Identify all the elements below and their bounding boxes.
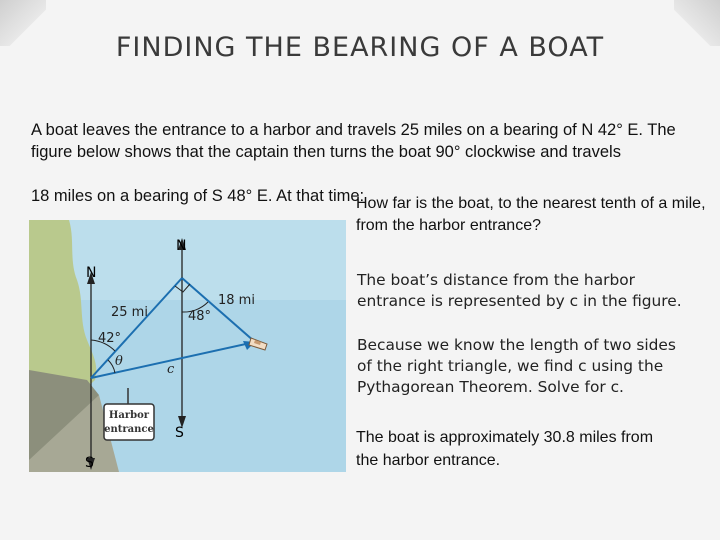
problem-overlap-line: 18 miles on a bearing of S 48° E. At that time:: [31, 187, 365, 205]
question-text: How far is the boat, to the nearest tenth of a mile, from the harbor entrance?: [356, 195, 706, 234]
label-42deg: 42°: [98, 331, 122, 346]
label-n-left: N: [86, 265, 97, 281]
label-25mi: 25 mi: [111, 305, 148, 320]
label-s-left: S: [85, 455, 94, 471]
label-s-right: S: [175, 425, 184, 441]
label-theta: θ: [115, 354, 123, 369]
label-18mi: 18 mi: [218, 293, 255, 308]
label-n-right: N: [176, 238, 187, 254]
label-48deg: 48°: [188, 309, 212, 324]
problem-statement: A boat leaves the entrance to a harbor and travels 25 miles on a bearing of N 42° E. The figure below shows that the captain then turns the boat 90° clockwise and travels: [31, 121, 676, 161]
slide-title: FINDING THE BEARING OF A BOAT: [115, 32, 605, 63]
answer-text: The boat is approximately 30.8 miles from the harbor entrance.: [356, 429, 654, 469]
label-c: c: [167, 362, 175, 377]
sign-line-1: Harbor: [108, 410, 150, 421]
problem-text: [31, 119, 703, 205]
explanation-pythagorean: Because we know the length of two sides of the right triangle, we find c using the Pythagorean Theorem. Solve for c.: [357, 336, 676, 396]
sign-line-2: entrance: [104, 424, 154, 435]
harbor-entrance-sign: [104, 404, 154, 440]
explanation-distance: The boat’s distance from the harbor entrance is represented by c in the figure.: [357, 271, 682, 310]
boat-figure: [29, 220, 346, 472]
